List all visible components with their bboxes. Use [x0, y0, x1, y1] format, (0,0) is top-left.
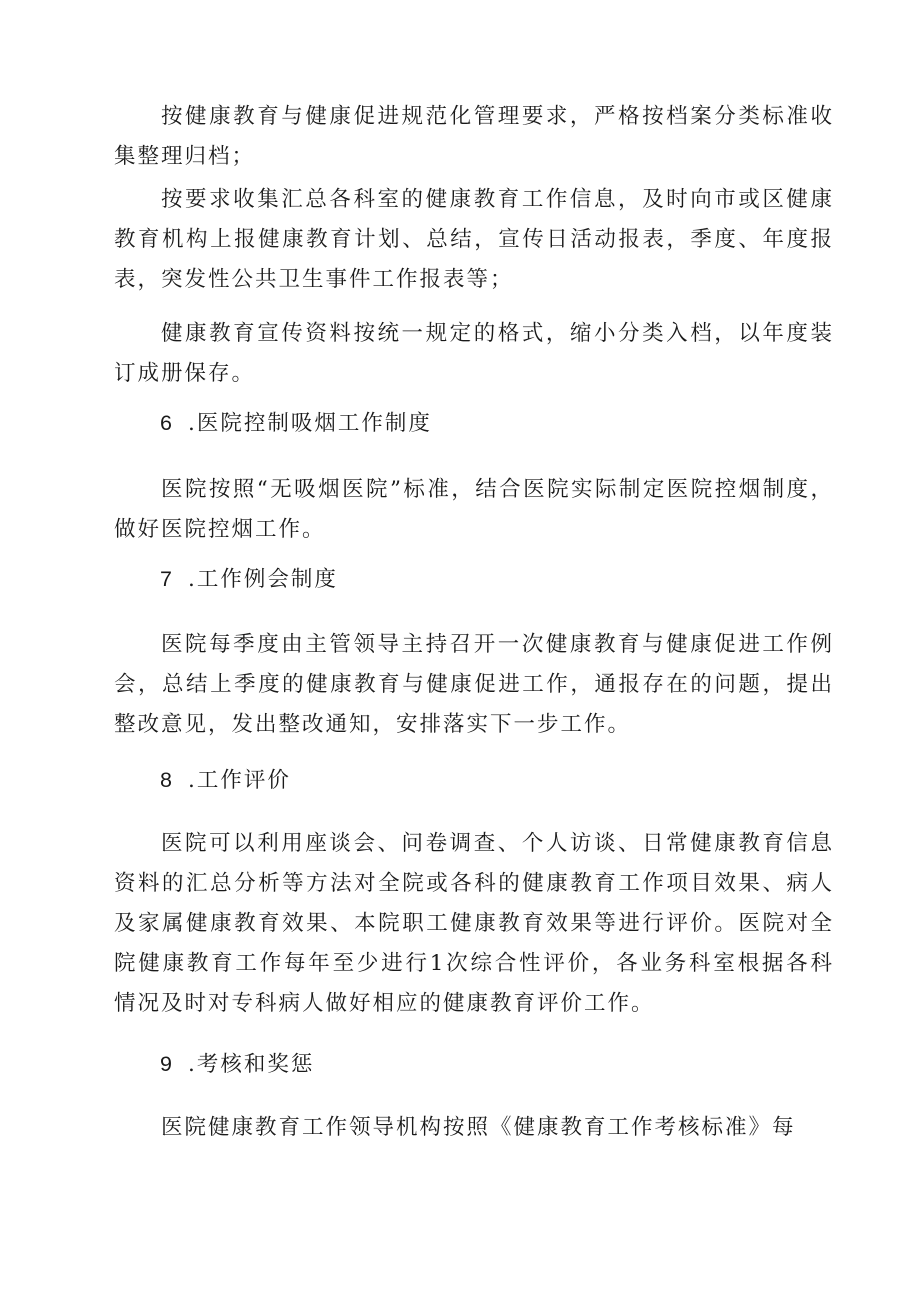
section-number: 8 [160, 768, 174, 792]
section-heading-evaluation [160, 760, 291, 801]
paragraph-material-archiving: 健康教育宣传资料按统一规定的格式，缩小分类入档，以年度装订成册保存。 [114, 321, 834, 386]
section-number: 9 [160, 1052, 174, 1076]
section-heading-smoking-control [160, 403, 432, 444]
section-title: .医院控制吸烟工作制度 [188, 411, 432, 436]
section-title: .工作例会制度 [188, 567, 338, 592]
section-number: 6 [160, 411, 174, 435]
paragraph-assessment: 医院健康教育工作领导机构按照《健康教育工作考核标准》每 [161, 1115, 796, 1140]
section-title: .工作评价 [188, 768, 291, 793]
section-number: 7 [160, 567, 174, 591]
paragraph-info-reporting: 按要求收集汇总各科室的健康教育工作信息，及时向市或区健康教育机构上报健康教育计划、总结，宣传日活动报表，季度、年度报表，突发性公共卫生事件工作报表等； [114, 187, 834, 292]
paragraph-smoking-control: 医院按照“无吸烟医院”标准，结合医院实际制定医院控烟制度，做好医院控烟工作。 [114, 477, 834, 542]
section-title: .考核和奖惩 [188, 1052, 315, 1077]
paragraph-evaluation: 医院可以利用座谈会、问卷调查、个人访谈、日常健康教育信息资料的汇总分析等方法对全院或各科的健康教育工作项目效果、病人及家属健康教育效果、本院职工健康教育效果等进行评价。医院对全院健康教育工作每年至少进行1次综合性评价，各业务科室根据各科情况及时对专科病人做好相应的健康教育评价工作。 [114, 831, 834, 1016]
paragraph-regular-meeting: 医院每季度由主管领导主持召开一次健康教育与健康促进工作例会，总结上季度的健康教育与健康促进工作，通报存在的问题，提出整改意见，发出整改通知，安排落实下一步工作。 [114, 632, 834, 737]
section-heading-assessment-rewards [160, 1044, 314, 1085]
section-heading-regular-meeting [160, 559, 338, 600]
paragraph-archive-filing: 按健康教育与健康促进规范化管理要求，严格按档案分类标准收集整理归档； [114, 104, 834, 169]
